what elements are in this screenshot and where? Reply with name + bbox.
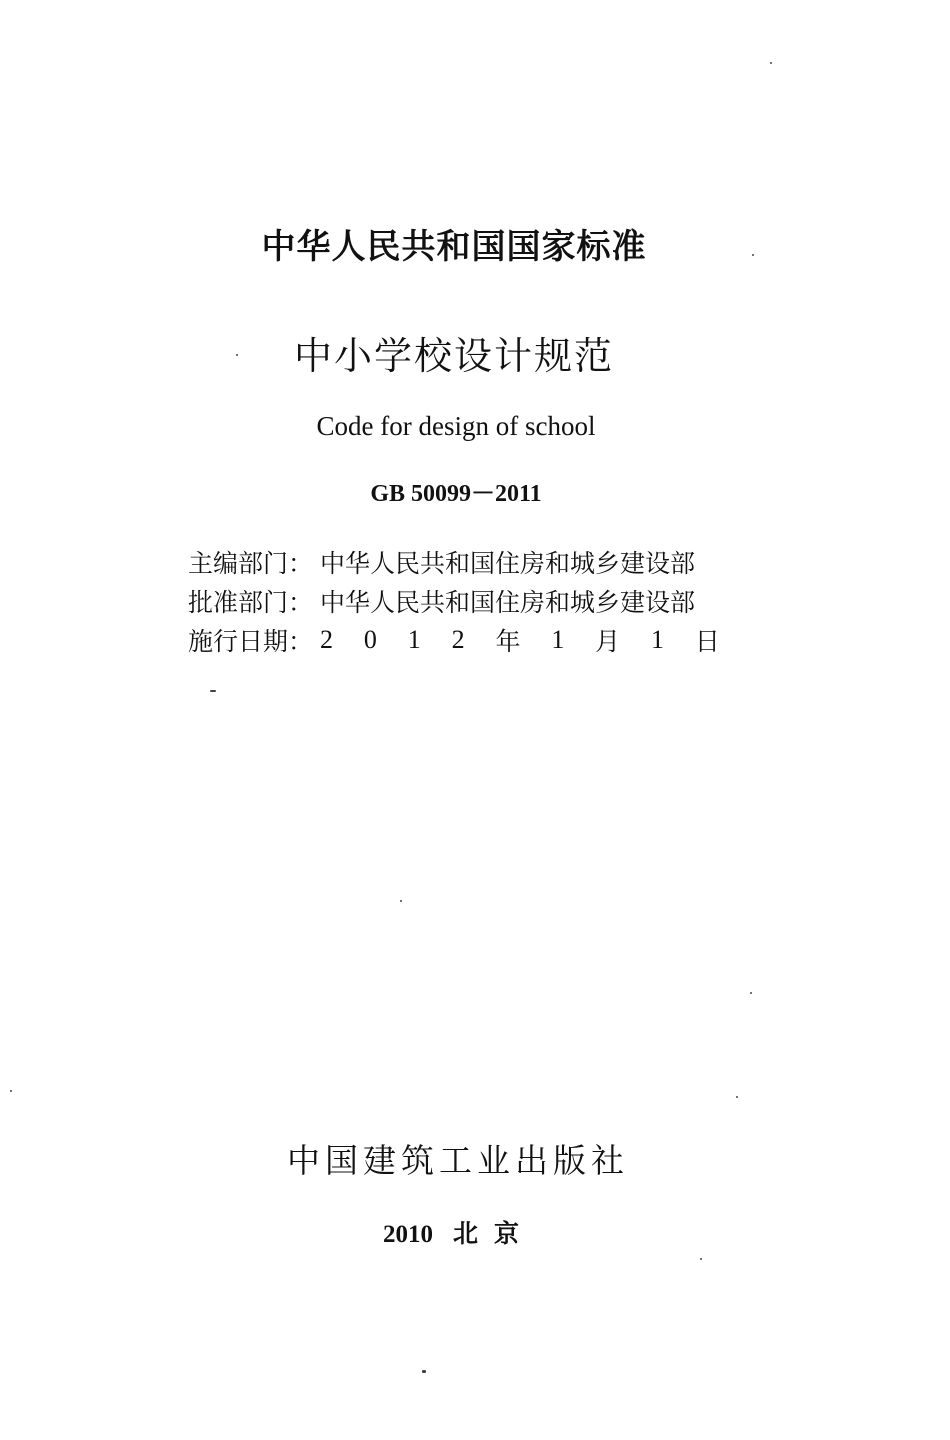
scan-speck: [700, 1258, 702, 1260]
scan-speck: [10, 1090, 12, 1092]
scan-speck: [770, 62, 772, 64]
publication-place: 北京: [452, 1219, 535, 1248]
editor-department-label: 主编部门：: [188, 548, 314, 578]
publication-info: [188, 542, 748, 659]
date-digit: 1: [407, 624, 421, 654]
approver-department-value: 中华人民共和国住房和城乡建设部: [320, 587, 696, 617]
document-title-chinese: 中小学校设计规范: [293, 334, 614, 378]
date-digit: 2: [320, 624, 333, 654]
effective-date-label: 施行日期：: [188, 626, 314, 656]
date-month-char: 月: [595, 626, 621, 656]
publisher-name: 中国建筑工业出版社: [287, 1141, 629, 1180]
scan-speck: [210, 690, 216, 692]
scan-speck: [752, 254, 754, 256]
date-digit: 2: [451, 624, 465, 654]
publication-year-place: [0, 1214, 918, 1255]
date-digit: 0: [363, 624, 377, 654]
date-day-char: 日: [694, 626, 720, 656]
effective-date-row: [188, 620, 748, 659]
publication-year: 2010: [382, 1221, 433, 1248]
approver-department-label: 批准部门：: [188, 587, 314, 617]
effective-date-value: [320, 622, 720, 658]
scan-speck: [736, 1096, 738, 1098]
editor-department-row: [188, 542, 748, 581]
date-year-char: 年: [495, 626, 521, 656]
date-digit: 1: [651, 624, 665, 654]
editor-department-value: 中华人民共和国住房和城乡建设部: [320, 548, 696, 578]
approver-department-row: [188, 581, 748, 620]
scan-speck: [422, 1370, 426, 1373]
scan-speck: [400, 900, 402, 902]
scan-speck: [750, 992, 752, 994]
standard-series-title: 中华人民共和国国家标准: [261, 227, 647, 267]
scan-speck: [236, 354, 238, 356]
document-title-english: Code for design of school: [316, 411, 596, 441]
standard-number: GB 50099－2011: [370, 481, 542, 507]
date-digit: 1: [551, 624, 565, 654]
